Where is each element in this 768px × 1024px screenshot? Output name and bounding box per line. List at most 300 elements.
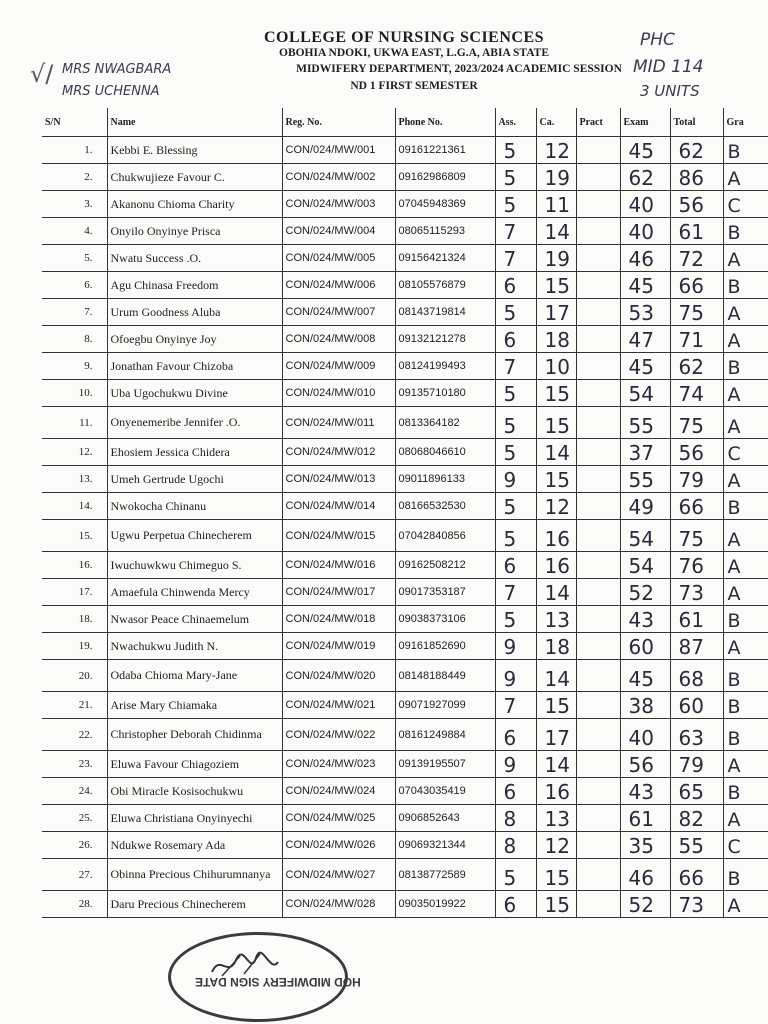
row-pract — [576, 439, 620, 466]
row-exam: 49 — [620, 493, 670, 520]
row-reg-no: CON/024/MW/013 — [282, 466, 395, 493]
row-pract — [576, 245, 620, 272]
row-reg-no: CON/024/MW/010 — [282, 380, 395, 407]
row-exam: 43 — [620, 606, 670, 633]
table-row — [42, 218, 768, 245]
row-total: 55 — [670, 832, 723, 859]
row-ca: 13 — [536, 805, 576, 832]
row-total: 73 — [670, 891, 723, 918]
row-reg-no: CON/024/MW/021 — [282, 692, 395, 719]
row-ass: 7 — [495, 245, 536, 272]
row-ca: 19 — [536, 164, 576, 191]
row-name: Urum Goodness Aluba — [107, 299, 282, 326]
row-ass: 9 — [495, 466, 536, 493]
row-exam: 55 — [620, 466, 670, 493]
row-grade: A — [723, 380, 768, 407]
row-name: Chukwujieze Favour C. — [107, 164, 282, 191]
row-exam: 52 — [620, 891, 670, 918]
row-name: Ugwu Perpetua Chinecherem — [107, 520, 282, 552]
table-header-row — [42, 108, 768, 137]
row-total: 82 — [670, 805, 723, 832]
row-pract — [576, 552, 620, 579]
row-phone: 09035019922 — [395, 891, 495, 918]
row-exam: 40 — [620, 191, 670, 218]
table-row — [42, 692, 768, 719]
row-ass: 5 — [495, 191, 536, 218]
row-phone: 08138772589 — [395, 859, 495, 891]
table-row — [42, 751, 768, 778]
row-ass: 5 — [495, 439, 536, 466]
row-ca: 14 — [536, 439, 576, 466]
row-pract — [576, 466, 620, 493]
row-pract — [576, 137, 620, 164]
row-sn: 15. — [42, 520, 107, 552]
row-total: 66 — [670, 859, 723, 891]
row-name: Onyilo Onyinye Prisca — [107, 218, 282, 245]
row-phone: 08065115293 — [395, 218, 495, 245]
row-ass: 5 — [495, 380, 536, 407]
header-ca: Ca. — [536, 108, 576, 137]
row-total: 73 — [670, 579, 723, 606]
row-reg-no: CON/024/MW/016 — [282, 552, 395, 579]
row-reg-no: CON/024/MW/027 — [282, 859, 395, 891]
row-total: 66 — [670, 272, 723, 299]
row-ca: 15 — [536, 692, 576, 719]
row-exam: 46 — [620, 245, 670, 272]
row-exam: 46 — [620, 859, 670, 891]
row-sn: 3. — [42, 191, 107, 218]
row-reg-no: CON/024/MW/001 — [282, 137, 395, 164]
row-phone: 08068046610 — [395, 439, 495, 466]
row-grade: B — [723, 859, 768, 891]
row-grade: A — [723, 751, 768, 778]
table-row — [42, 520, 768, 552]
row-sn: 2. — [42, 164, 107, 191]
row-total: 56 — [670, 439, 723, 466]
row-pract — [576, 326, 620, 353]
row-exam: 45 — [620, 660, 670, 692]
row-reg-no: CON/024/MW/015 — [282, 520, 395, 552]
row-phone: 08105576879 — [395, 272, 495, 299]
row-ca: 14 — [536, 660, 576, 692]
row-sn: 24. — [42, 778, 107, 805]
row-exam: 52 — [620, 579, 670, 606]
row-reg-no: CON/024/MW/024 — [282, 778, 395, 805]
row-total: 75 — [670, 299, 723, 326]
row-ca: 15 — [536, 891, 576, 918]
row-ca: 14 — [536, 579, 576, 606]
row-grade: A — [723, 891, 768, 918]
row-exam: 43 — [620, 778, 670, 805]
row-reg-no: CON/024/MW/002 — [282, 164, 395, 191]
result-sheet-table — [42, 108, 768, 918]
row-ca: 15 — [536, 272, 576, 299]
row-sn: 18. — [42, 606, 107, 633]
row-grade: C — [723, 439, 768, 466]
row-grade: A — [723, 633, 768, 660]
row-ass: 5 — [495, 164, 536, 191]
row-total: 86 — [670, 164, 723, 191]
row-pract — [576, 805, 620, 832]
row-phone: 08143719814 — [395, 299, 495, 326]
row-exam: 45 — [620, 272, 670, 299]
table-row — [42, 579, 768, 606]
row-ca: 19 — [536, 245, 576, 272]
row-name: Nwatu Success .O. — [107, 245, 282, 272]
row-grade: B — [723, 660, 768, 692]
table-row — [42, 633, 768, 660]
row-pract — [576, 380, 620, 407]
row-pract — [576, 579, 620, 606]
table-row — [42, 439, 768, 466]
row-pract — [576, 751, 620, 778]
row-ass: 7 — [495, 579, 536, 606]
row-total: 60 — [670, 692, 723, 719]
table-row — [42, 606, 768, 633]
handwritten-course-code: MID 114 — [633, 57, 704, 77]
row-total: 66 — [670, 493, 723, 520]
row-phone: 09132121278 — [395, 326, 495, 353]
row-name: Ofoegbu Onyinye Joy — [107, 326, 282, 353]
table-row — [42, 719, 768, 751]
row-pract — [576, 520, 620, 552]
table-row — [42, 353, 768, 380]
header-reg-no: Reg. No. — [282, 108, 395, 137]
row-exam: 54 — [620, 520, 670, 552]
row-phone: 09017353187 — [395, 579, 495, 606]
row-ass: 5 — [495, 137, 536, 164]
stamp-text: HOD MIDWIFERY SIGN DATE — [195, 975, 361, 989]
row-phone: 0813364182 — [395, 407, 495, 439]
row-total: 56 — [670, 191, 723, 218]
table-row — [42, 137, 768, 164]
row-pract — [576, 164, 620, 191]
row-ca: 15 — [536, 466, 576, 493]
row-ca: 17 — [536, 719, 576, 751]
table-row — [42, 466, 768, 493]
row-name: Jonathan Favour Chizoba — [107, 353, 282, 380]
row-pract — [576, 191, 620, 218]
row-grade: B — [723, 353, 768, 380]
row-pract — [576, 633, 620, 660]
row-pract — [576, 407, 620, 439]
row-reg-no: CON/024/MW/025 — [282, 805, 395, 832]
row-ass: 5 — [495, 859, 536, 891]
header-phone: Phone No. — [395, 108, 495, 137]
row-reg-no: CON/024/MW/007 — [282, 299, 395, 326]
row-sn: 22. — [42, 719, 107, 751]
row-phone: 09038373106 — [395, 606, 495, 633]
row-name: Umeh Gertrude Ugochi — [107, 466, 282, 493]
row-phone: 09135710180 — [395, 380, 495, 407]
row-grade: A — [723, 552, 768, 579]
row-phone: 09162986809 — [395, 164, 495, 191]
row-exam: 38 — [620, 692, 670, 719]
row-sn: 12. — [42, 439, 107, 466]
row-grade: B — [723, 778, 768, 805]
row-phone: 07043035419 — [395, 778, 495, 805]
row-ca: 13 — [536, 606, 576, 633]
row-ca: 18 — [536, 633, 576, 660]
row-sn: 6. — [42, 272, 107, 299]
row-ass: 5 — [495, 520, 536, 552]
row-exam: 47 — [620, 326, 670, 353]
row-exam: 40 — [620, 218, 670, 245]
handwritten-units: 3 UNITS — [640, 82, 700, 100]
row-total: 61 — [670, 218, 723, 245]
row-reg-no: CON/024/MW/003 — [282, 191, 395, 218]
row-ca: 16 — [536, 520, 576, 552]
row-sn: 9. — [42, 353, 107, 380]
row-ca: 12 — [536, 137, 576, 164]
row-grade: A — [723, 466, 768, 493]
handwritten-lecturer-2: MRS UCHENNA — [62, 84, 160, 99]
table-row — [42, 326, 768, 353]
row-sn: 13. — [42, 466, 107, 493]
row-ca: 10 — [536, 353, 576, 380]
row-total: 75 — [670, 520, 723, 552]
row-total: 76 — [670, 552, 723, 579]
row-reg-no: CON/024/MW/026 — [282, 832, 395, 859]
table-row — [42, 164, 768, 191]
row-ca: 14 — [536, 218, 576, 245]
row-pract — [576, 891, 620, 918]
row-name: Akanonu Chioma Charity — [107, 191, 282, 218]
row-total: 87 — [670, 633, 723, 660]
row-name: Uba Ugochukwu Divine — [107, 380, 282, 407]
row-grade: C — [723, 191, 768, 218]
row-pract — [576, 660, 620, 692]
row-grade: B — [723, 719, 768, 751]
row-pract — [576, 778, 620, 805]
row-total: 71 — [670, 326, 723, 353]
row-pract — [576, 719, 620, 751]
row-grade: B — [723, 218, 768, 245]
row-ca: 12 — [536, 832, 576, 859]
row-sn: 20. — [42, 660, 107, 692]
row-phone: 09161221361 — [395, 137, 495, 164]
row-exam: 45 — [620, 137, 670, 164]
semester-label: ND 1 FIRST SEMESTER — [350, 80, 478, 92]
row-ass: 6 — [495, 719, 536, 751]
row-ass: 9 — [495, 633, 536, 660]
row-pract — [576, 606, 620, 633]
row-sn: 25. — [42, 805, 107, 832]
row-ca: 15 — [536, 859, 576, 891]
table-row — [42, 832, 768, 859]
row-pract — [576, 272, 620, 299]
row-sn: 19. — [42, 633, 107, 660]
row-total: 62 — [670, 137, 723, 164]
row-sn: 8. — [42, 326, 107, 353]
row-name: Odaba Chioma Mary-Jane — [107, 660, 282, 692]
row-ca: 15 — [536, 380, 576, 407]
row-ca: 16 — [536, 778, 576, 805]
row-sn: 17. — [42, 579, 107, 606]
row-name: Eluwa Christiana Onyinyechi — [107, 805, 282, 832]
row-exam: 56 — [620, 751, 670, 778]
row-pract — [576, 832, 620, 859]
row-ass: 6 — [495, 272, 536, 299]
row-name: Agu Chinasa Freedom — [107, 272, 282, 299]
row-phone: 09156421324 — [395, 245, 495, 272]
row-ass: 7 — [495, 353, 536, 380]
row-phone: 08166532530 — [395, 493, 495, 520]
row-exam: 54 — [620, 552, 670, 579]
row-sn: 21. — [42, 692, 107, 719]
header-sn: S/N — [42, 108, 107, 137]
row-pract — [576, 218, 620, 245]
row-name: Amaefula Chinwenda Mercy — [107, 579, 282, 606]
row-reg-no: CON/024/MW/022 — [282, 719, 395, 751]
header-ass: Ass. — [495, 108, 536, 137]
row-name: Iwuchuwkwu Chimeguo S. — [107, 552, 282, 579]
row-grade: A — [723, 245, 768, 272]
row-phone: 08124199493 — [395, 353, 495, 380]
table-row — [42, 191, 768, 218]
row-exam: 45 — [620, 353, 670, 380]
row-exam: 53 — [620, 299, 670, 326]
row-exam: 40 — [620, 719, 670, 751]
header-name: Name — [107, 108, 282, 137]
row-sn: 14. — [42, 493, 107, 520]
handwritten-course-tag: PHC — [640, 30, 675, 50]
row-sn: 1. — [42, 137, 107, 164]
row-reg-no: CON/024/MW/019 — [282, 633, 395, 660]
row-exam: 61 — [620, 805, 670, 832]
row-name: Christopher Deborah Chidinma — [107, 719, 282, 751]
row-ass: 6 — [495, 891, 536, 918]
row-phone: 08161249884 — [395, 719, 495, 751]
row-exam: 60 — [620, 633, 670, 660]
row-total: 62 — [670, 353, 723, 380]
row-phone: 09071927099 — [395, 692, 495, 719]
row-phone: 0906852643 — [395, 805, 495, 832]
row-ass: 5 — [495, 299, 536, 326]
row-phone: 09011896133 — [395, 466, 495, 493]
header-grade: Gra — [723, 108, 768, 137]
row-reg-no: CON/024/MW/012 — [282, 439, 395, 466]
row-reg-no: CON/024/MW/018 — [282, 606, 395, 633]
header-pract: Pract — [576, 108, 620, 137]
row-ass: 6 — [495, 326, 536, 353]
row-grade: B — [723, 493, 768, 520]
table-row — [42, 407, 768, 439]
row-total: 63 — [670, 719, 723, 751]
row-ass: 8 — [495, 805, 536, 832]
row-name: Arise Mary Chiamaka — [107, 692, 282, 719]
row-phone: 09162508212 — [395, 552, 495, 579]
table-row — [42, 778, 768, 805]
row-ca: 11 — [536, 191, 576, 218]
row-name: Nwokocha Chinanu — [107, 493, 282, 520]
header-exam: Exam — [620, 108, 670, 137]
row-ca: 14 — [536, 751, 576, 778]
row-exam: 37 — [620, 439, 670, 466]
table-row — [42, 380, 768, 407]
row-grade: A — [723, 520, 768, 552]
department-session: MIDWIFERY DEPARTMENT, 2023/2024 ACADEMIC SESSION — [296, 63, 622, 75]
row-ass: 5 — [495, 407, 536, 439]
row-pract — [576, 299, 620, 326]
row-sn: 4. — [42, 218, 107, 245]
row-total: 68 — [670, 660, 723, 692]
row-sn: 28. — [42, 891, 107, 918]
row-phone: 07045948369 — [395, 191, 495, 218]
row-total: 72 — [670, 245, 723, 272]
row-grade: B — [723, 606, 768, 633]
table-row — [42, 493, 768, 520]
row-name: Obinna Precious Chihurumnanya — [107, 859, 282, 891]
row-total: 75 — [670, 407, 723, 439]
row-grade: A — [723, 326, 768, 353]
table-row — [42, 805, 768, 832]
row-exam: 35 — [620, 832, 670, 859]
row-ass: 6 — [495, 552, 536, 579]
row-sn: 11. — [42, 407, 107, 439]
row-ass: 9 — [495, 660, 536, 692]
row-ass: 7 — [495, 218, 536, 245]
row-reg-no: CON/024/MW/020 — [282, 660, 395, 692]
row-ca: 18 — [536, 326, 576, 353]
row-grade: A — [723, 805, 768, 832]
row-name: Ndukwe Rosemary Ada — [107, 832, 282, 859]
row-name: Obi Miracle Kosisochukwu — [107, 778, 282, 805]
institution-address: OBOHIA NDOKI, UKWA EAST, L.G.A, ABIA STATE — [279, 47, 549, 59]
row-reg-no: CON/024/MW/009 — [282, 353, 395, 380]
row-sn: 10. — [42, 380, 107, 407]
row-grade: B — [723, 137, 768, 164]
row-name: Onyenemeribe Jennifer .O. — [107, 407, 282, 439]
row-reg-no: CON/024/MW/004 — [282, 218, 395, 245]
row-pract — [576, 493, 620, 520]
row-ass: 5 — [495, 606, 536, 633]
row-phone: 09069321344 — [395, 832, 495, 859]
row-ass: 7 — [495, 692, 536, 719]
row-sn: 16. — [42, 552, 107, 579]
row-ca: 17 — [536, 299, 576, 326]
institution-title: COLLEGE OF NURSING SCIENCES — [263, 29, 545, 46]
row-reg-no: CON/024/MW/008 — [282, 326, 395, 353]
row-name: Nwachukwu Judith N. — [107, 633, 282, 660]
row-ca: 16 — [536, 552, 576, 579]
row-ca: 15 — [536, 407, 576, 439]
row-phone: 07042840856 — [395, 520, 495, 552]
row-phone: 08148188449 — [395, 660, 495, 692]
row-grade: A — [723, 579, 768, 606]
row-total: 79 — [670, 466, 723, 493]
row-exam: 54 — [620, 380, 670, 407]
row-sn: 23. — [42, 751, 107, 778]
row-exam: 55 — [620, 407, 670, 439]
table-row — [42, 552, 768, 579]
table-row — [42, 245, 768, 272]
row-ass: 5 — [495, 493, 536, 520]
row-name: Kebbi E. Blessing — [107, 137, 282, 164]
row-sn: 7. — [42, 299, 107, 326]
row-sn: 27. — [42, 859, 107, 891]
row-grade: B — [723, 692, 768, 719]
row-total: 79 — [670, 751, 723, 778]
row-total: 65 — [670, 778, 723, 805]
row-sn: 26. — [42, 832, 107, 859]
table-row — [42, 660, 768, 692]
row-phone: 09161852690 — [395, 633, 495, 660]
row-ass: 8 — [495, 832, 536, 859]
row-reg-no: CON/024/MW/014 — [282, 493, 395, 520]
handwritten-tick: √/ — [30, 60, 54, 88]
row-reg-no: CON/024/MW/023 — [282, 751, 395, 778]
